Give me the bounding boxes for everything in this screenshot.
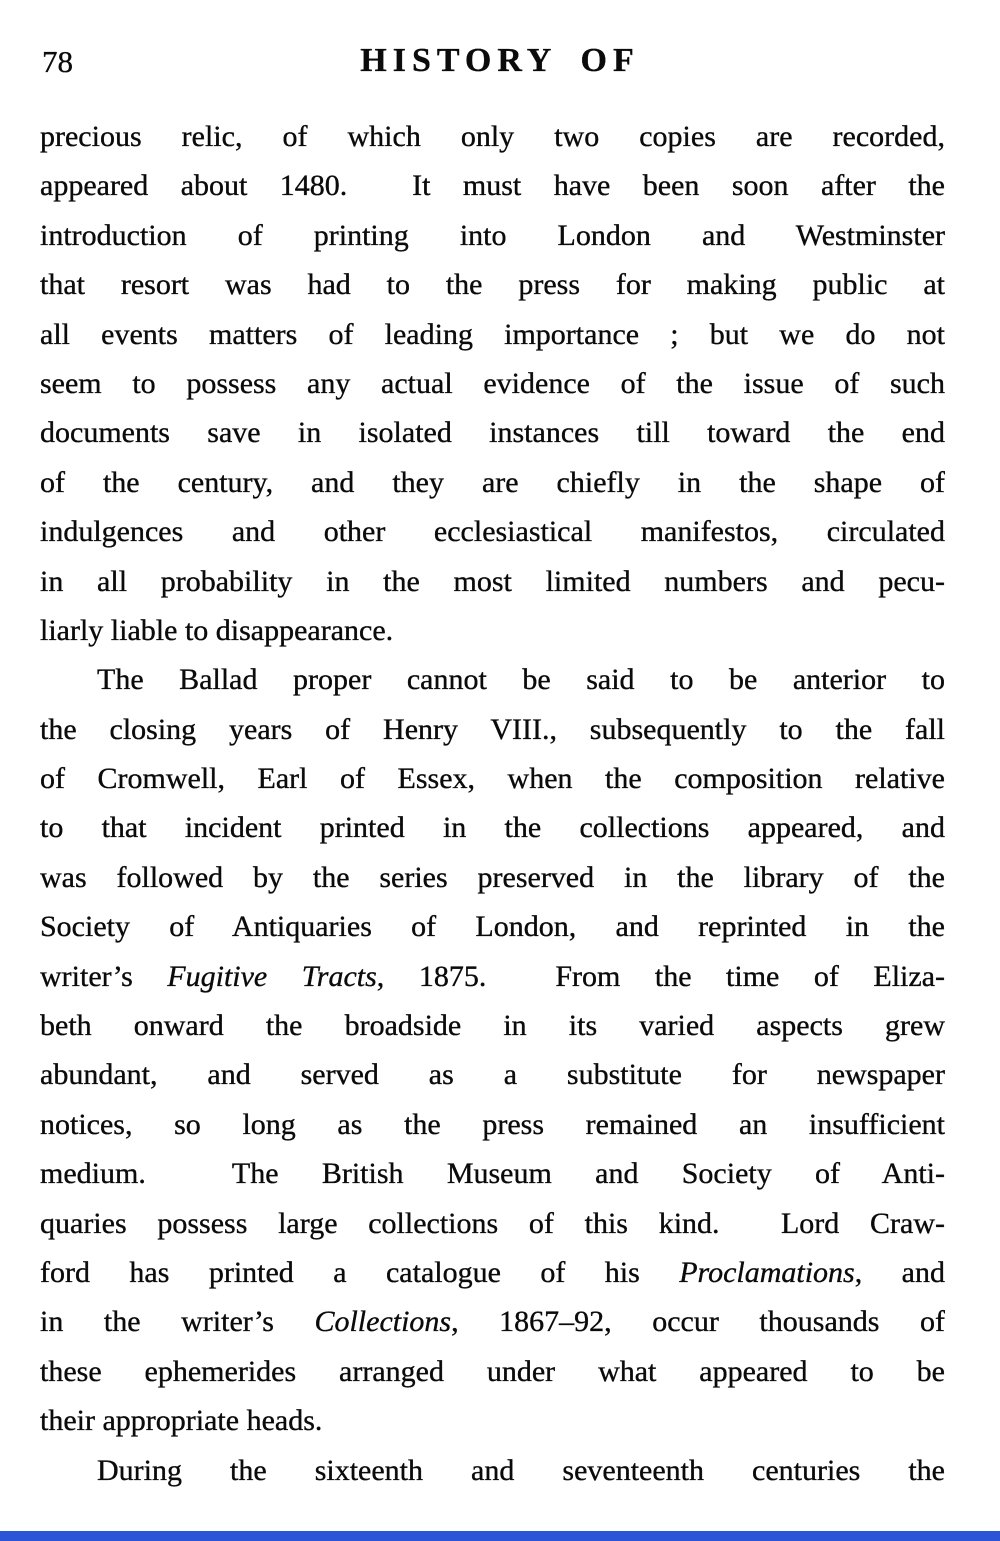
italic-text: Proclamations [679,1255,855,1289]
text-line [40,112,945,161]
text-line [40,1446,945,1495]
text-segment: beth onward the broadside in its varied aspects grew [40,1009,945,1043]
text-segment: , 1867–92, occur thousands of [451,1305,945,1339]
page-body [40,112,945,1495]
text-segment: appeared about 1480. It must have been soon after the [40,169,945,203]
text-segment: liarly liable to disappearance. [40,613,394,647]
text-line [40,655,945,704]
text-line [40,211,945,260]
text-line [40,507,945,556]
text-line [40,705,945,754]
text-segment: During the sixteenth and seventeenth centuries the [97,1453,945,1487]
text-segment: of the century, and they are chiefly in the shape of [40,465,945,499]
text-segment: Society of Antiquaries of London, and reprinted in the [40,910,945,944]
text-line [40,408,945,457]
page-header [0,42,1000,82]
text-segment: was followed by the series preserved in the library of the [40,860,945,894]
text-segment: , and [854,1255,945,1289]
text-line [40,359,945,408]
text-line [40,1248,945,1297]
text-segment: their appropriate heads. [40,1404,323,1438]
text-segment: writer’s [40,959,168,993]
text-line [40,803,945,852]
text-line [40,1001,945,1050]
text-segment: all events matters of leading importance ; but we do not [40,317,945,351]
text-line [40,1050,945,1099]
text-segment: , 1875. From the time of Eliza- [376,959,945,993]
text-segment: abundant, and served as a substitute for newspaper [40,1058,945,1092]
text-line [40,1100,945,1149]
text-segment: these ephemerides arranged under what appeared to be [40,1354,945,1388]
text-line [40,1347,945,1396]
text-segment: quaries possess large collections of this kind. Lord Craw- [40,1206,945,1240]
text-line [40,310,945,359]
text-segment: introduction of printing into London and Westminster [40,218,945,252]
text-line [40,606,945,655]
text-line [40,853,945,902]
italic-text: Collections [314,1305,452,1339]
text-segment: precious relic, of which only two copies are recorded, [40,120,945,153]
text-line [40,1199,945,1248]
text-segment: ford has printed a catalogue of his [40,1255,680,1289]
text-segment: notices, so long as the press remained an insufficient [40,1107,945,1141]
text-segment: that resort was had to the press for making public at [40,268,945,302]
italic-text: Fugitive Tracts [167,959,377,993]
bottom-bar [0,1531,1000,1541]
text-line [40,557,945,606]
text-segment: of Cromwell, Earl of Essex, when the composition relative [40,762,945,796]
text-segment: in all probability in the most limited numbers and pecu- [40,564,945,598]
text-line [40,260,945,309]
text-segment: medium. The British Museum and Society of Anti- [40,1157,945,1191]
text-line [40,1149,945,1198]
text-line [40,754,945,803]
text-line [40,161,945,210]
text-segment: in the writer’s [40,1305,315,1339]
page-number: 78 [42,44,73,79]
text-segment: indulgences and other ecclesiastical manifestos, circulated [40,515,945,549]
text-line [40,952,945,1001]
text-line [40,1396,945,1445]
text-segment: the closing years of Henry VIII., subsequently to the fall [40,712,945,746]
text-segment: documents save in isolated instances till toward the end [40,416,945,450]
text-segment: to that incident printed in the collections appeared, and [40,811,945,845]
running-title: HISTORY OF [360,42,640,79]
text-segment: The Ballad proper cannot be said to be anterior to [97,663,945,697]
text-segment: seem to possess any actual evidence of the issue of such [40,366,945,400]
text-line [40,1297,945,1346]
text-line [40,902,945,951]
text-line [40,458,945,507]
